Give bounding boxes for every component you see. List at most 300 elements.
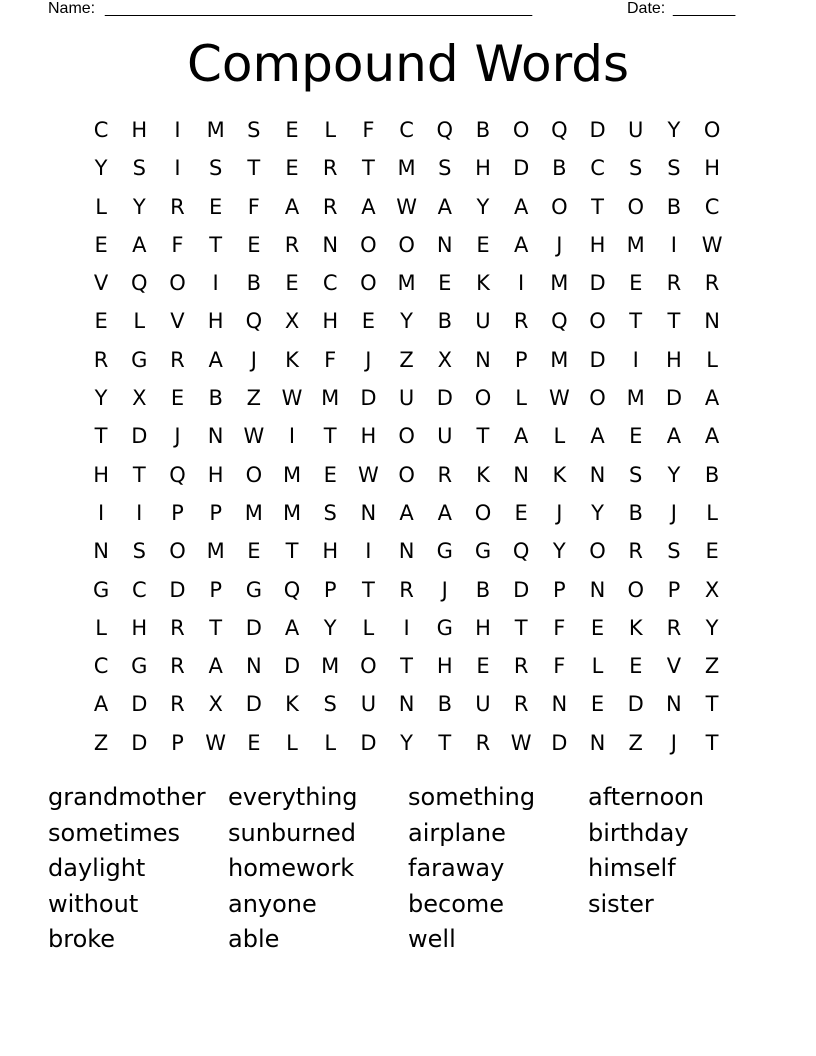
grid-letter[interactable]: I	[518, 271, 525, 296]
grid-letter[interactable]: M	[397, 156, 416, 181]
grid-letter[interactable]: W	[358, 462, 379, 487]
grid-letter[interactable]: A	[704, 424, 720, 449]
grid-letter[interactable]: T	[209, 615, 223, 640]
grid-letter[interactable]: R	[666, 271, 682, 296]
date-label: Date:	[627, 0, 666, 17]
grid-letter[interactable]: F	[553, 654, 566, 679]
grid-letter[interactable]: E	[209, 194, 223, 219]
grid-letter[interactable]: S	[629, 156, 643, 181]
grid-letter[interactable]: D	[436, 386, 453, 411]
grid-letter[interactable]: B	[552, 156, 567, 181]
grid-letter[interactable]: N	[398, 692, 415, 717]
grid-letter[interactable]: F	[324, 347, 337, 372]
grid-letter[interactable]: A	[284, 615, 300, 640]
grid-letter[interactable]: U	[628, 118, 644, 142]
grid-letter[interactable]: O	[398, 232, 415, 257]
grid-letter[interactable]: C	[704, 194, 720, 219]
grid-letter[interactable]: H	[589, 232, 606, 257]
grid-letter[interactable]: R	[170, 194, 185, 219]
grid-letter[interactable]: S	[208, 156, 223, 181]
grid-letter[interactable]: O	[703, 118, 721, 142]
grid-letter[interactable]: E	[476, 232, 490, 257]
grid-letter[interactable]: T	[94, 424, 108, 449]
grid-letter[interactable]: O	[551, 194, 568, 219]
grid-letter[interactable]: O	[398, 424, 415, 449]
grid-letter[interactable]: D	[131, 692, 148, 717]
grid-letter[interactable]: E	[590, 692, 605, 717]
grid-letter[interactable]: H	[475, 615, 491, 640]
grid-letter[interactable]: O	[589, 386, 606, 411]
grid-letter[interactable]: V	[170, 309, 185, 334]
grid-letter[interactable]: H	[666, 347, 682, 372]
grid-letter[interactable]: Q	[551, 309, 568, 334]
grid-letter[interactable]: K	[476, 462, 490, 487]
grid-letter[interactable]: D	[589, 118, 606, 142]
grid-letter[interactable]: A	[437, 500, 452, 525]
grid-letter[interactable]: P	[514, 347, 528, 372]
grid-letter[interactable]: L	[706, 500, 718, 525]
grid-letter[interactable]: D	[131, 424, 148, 449]
grid-letter[interactable]: T	[705, 730, 719, 755]
grid-letter[interactable]: Y	[94, 156, 108, 181]
grid-letter[interactable]: N	[360, 500, 377, 525]
grid-letter[interactable]: T	[247, 156, 261, 181]
grid-letter[interactable]: D	[245, 692, 262, 717]
grid-letter[interactable]: G	[131, 654, 148, 679]
grid-letter[interactable]: S	[629, 462, 643, 487]
grid-letter[interactable]: L	[591, 654, 604, 679]
grid-letter[interactable]: E	[285, 156, 299, 181]
grid-letter[interactable]: Z	[399, 347, 414, 372]
grid-letter[interactable]: E	[438, 271, 452, 296]
date-blank-line[interactable]: _______	[673, 0, 736, 17]
grid-letter[interactable]: M	[397, 271, 416, 296]
grid-letter[interactable]: I	[136, 500, 143, 525]
grid-letter[interactable]: W	[205, 730, 227, 755]
grid-letter[interactable]: E	[629, 424, 643, 449]
grid-letter[interactable]: Q	[551, 118, 568, 142]
grid-letter[interactable]: C	[399, 118, 414, 142]
grid-letter[interactable]: H	[207, 309, 224, 334]
grid-letter[interactable]: A	[513, 194, 529, 219]
grid-letter[interactable]: T	[629, 309, 643, 334]
grid-letter[interactable]: E	[247, 730, 261, 755]
grid-letter[interactable]: E	[323, 462, 337, 487]
grid-letter[interactable]: D	[589, 271, 606, 296]
grid-letter[interactable]: P	[667, 577, 681, 602]
grid-letter[interactable]: Y	[400, 730, 413, 755]
grid-letter[interactable]: L	[133, 309, 146, 334]
grid-letter[interactable]: D	[513, 577, 530, 602]
grid-letter[interactable]: R	[666, 615, 682, 640]
grid-letter[interactable]: A	[513, 232, 529, 257]
grid-letter[interactable]: T	[132, 462, 146, 487]
grid-letter[interactable]: R	[170, 615, 185, 640]
grid-letter[interactable]: E	[247, 232, 261, 257]
grid-letter[interactable]: A	[361, 194, 376, 219]
grid-letter[interactable]: P	[323, 577, 337, 602]
grid-letter[interactable]: B	[666, 194, 682, 219]
grid-letter[interactable]: F	[247, 194, 260, 219]
grid-letter[interactable]: B	[628, 500, 643, 525]
grid-letter[interactable]: E	[590, 615, 605, 640]
grid-letter[interactable]: T	[591, 194, 604, 219]
grid-letter[interactable]: Q	[169, 462, 186, 487]
grid-letter[interactable]: U	[475, 692, 491, 717]
grid-letter[interactable]: A	[399, 500, 414, 525]
grid-letter[interactable]: S	[132, 156, 146, 181]
grid-letter[interactable]: G	[436, 615, 453, 640]
grid-letter[interactable]: Y	[132, 194, 146, 219]
grid-letter[interactable]: N	[551, 692, 568, 717]
grid-letter[interactable]: R	[437, 462, 453, 487]
grid-letter[interactable]: Y	[667, 462, 681, 487]
grid-letter[interactable]: C	[93, 118, 109, 142]
grid-letter[interactable]: M	[206, 539, 225, 564]
grid-letter[interactable]: Y	[94, 386, 108, 411]
grid-letter[interactable]: O	[627, 194, 644, 219]
grid-letter[interactable]: A	[513, 424, 529, 449]
grid-letter[interactable]: B	[437, 309, 452, 334]
word-list-item: daylight	[48, 854, 146, 882]
grid-letter[interactable]: R	[628, 539, 644, 564]
grid-letter[interactable]: J	[556, 500, 563, 525]
grid-letter[interactable]: N	[207, 424, 224, 449]
grid-letter[interactable]: Q	[283, 577, 301, 602]
grid-letter[interactable]: N	[93, 539, 109, 564]
grid-letter[interactable]: E	[476, 654, 490, 679]
grid-letter[interactable]: O	[512, 118, 530, 142]
grid-letter[interactable]: H	[131, 615, 148, 640]
grid-letter[interactable]: O	[589, 309, 606, 334]
grid-letter[interactable]: E	[514, 500, 528, 525]
grid-letter[interactable]: H	[322, 539, 339, 564]
grid-letter[interactable]: J	[250, 347, 257, 372]
grid-letter[interactable]: R	[704, 271, 720, 296]
grid-letter[interactable]: F	[553, 615, 566, 640]
grid-letter[interactable]: T	[514, 615, 528, 640]
grid-letter[interactable]: R	[170, 654, 185, 679]
grid-letter[interactable]: E	[247, 539, 261, 564]
grid-letter[interactable]: C	[93, 654, 109, 679]
grid-letter[interactable]: L	[324, 118, 337, 142]
grid-letter[interactable]: B	[208, 386, 223, 411]
grid-letter[interactable]: I	[632, 347, 639, 372]
grid-letter[interactable]: W	[281, 386, 303, 411]
grid-letter[interactable]: Q	[436, 118, 454, 142]
grid-letter[interactable]: Y	[705, 615, 719, 640]
grid-letter[interactable]: O	[398, 462, 415, 487]
grid-letter[interactable]: M	[282, 462, 302, 487]
grid-letter[interactable]: R	[399, 577, 414, 602]
grid-letter[interactable]: E	[285, 271, 299, 296]
grid-letter[interactable]: U	[475, 309, 491, 334]
name-blank-line[interactable]: ________________________________________________	[105, 0, 533, 17]
grid-letter[interactable]: L	[324, 730, 337, 755]
grid-letter[interactable]: V	[93, 271, 109, 296]
grid-letter[interactable]: I	[403, 615, 410, 640]
grid-letter[interactable]: I	[288, 424, 296, 449]
word-list-item: airplane	[408, 818, 506, 847]
grid-letter[interactable]: H	[475, 156, 491, 181]
grid-letter[interactable]: Z	[93, 730, 109, 755]
grid-letter[interactable]: L	[706, 347, 718, 372]
grid-letter[interactable]: Z	[628, 730, 643, 755]
grid-letter[interactable]: Q	[512, 539, 530, 564]
grid-letter[interactable]: L	[286, 730, 298, 755]
grid-letter[interactable]: K	[476, 271, 490, 296]
grid-letter[interactable]: N	[589, 462, 606, 487]
grid-letter[interactable]: M	[626, 232, 645, 257]
grid-letter[interactable]: N	[436, 232, 453, 257]
grid-letter[interactable]: W	[548, 386, 570, 411]
grid-letter[interactable]: Y	[476, 194, 490, 219]
grid-letter[interactable]: G	[131, 347, 148, 372]
grid-letter[interactable]: Z	[246, 386, 262, 411]
grid-letter[interactable]: L	[515, 386, 527, 411]
grid-letter[interactable]: M	[321, 654, 340, 679]
grid-letter[interactable]: U	[437, 424, 453, 449]
grid-letter[interactable]: Y	[323, 615, 337, 640]
grid-letter[interactable]: R	[284, 232, 300, 257]
grid-letter[interactable]: O	[474, 386, 492, 411]
grid-letter[interactable]: O	[169, 271, 186, 296]
grid-letter[interactable]: O	[245, 462, 263, 487]
grid-letter[interactable]: G	[474, 539, 492, 564]
grid-letter[interactable]: D	[131, 730, 148, 755]
grid-letter[interactable]: A	[284, 194, 300, 219]
grid-letter[interactable]: R	[322, 194, 338, 219]
grid-letter[interactable]: L	[95, 615, 107, 640]
grid-letter[interactable]: R	[513, 654, 529, 679]
grid-letter[interactable]: J	[365, 347, 372, 372]
grid-letter[interactable]: O	[474, 500, 492, 525]
grid-letter[interactable]: M	[550, 271, 569, 296]
grid-letter[interactable]: S	[132, 539, 146, 564]
grid-letter[interactable]: L	[95, 194, 107, 219]
grid-letter[interactable]: C	[322, 271, 338, 296]
grid-letter[interactable]: E	[705, 539, 719, 564]
grid-letter[interactable]: O	[169, 539, 186, 564]
grid-letter[interactable]: N	[398, 539, 415, 564]
grid-letter[interactable]: T	[209, 232, 223, 257]
grid-letter[interactable]: A	[208, 654, 223, 679]
grid-letter[interactable]: T	[476, 424, 490, 449]
grid-letter[interactable]: L	[362, 615, 375, 640]
grid-letter[interactable]: W	[510, 730, 532, 755]
grid-letter[interactable]: N	[589, 577, 606, 602]
grid-letter[interactable]: S	[438, 156, 452, 181]
word-list-item: sunburned	[228, 818, 357, 847]
grid-letter[interactable]: R	[513, 309, 529, 334]
grid-letter[interactable]: J	[556, 232, 563, 257]
grid-letter[interactable]: U	[360, 692, 377, 717]
grid-letter[interactable]: S	[323, 692, 337, 717]
grid-letter[interactable]: O	[360, 271, 377, 296]
grid-letter[interactable]: D	[589, 347, 606, 372]
grid-letter[interactable]: F	[171, 232, 184, 257]
grid-letter[interactable]: X	[132, 386, 147, 411]
grid-letter[interactable]: X	[437, 347, 452, 372]
grid-letter[interactable]: P	[209, 500, 222, 525]
grid-letter[interactable]: K	[285, 347, 299, 372]
grid-letter[interactable]: S	[667, 539, 681, 564]
grid-letter[interactable]: O	[627, 577, 644, 602]
grid-letter[interactable]: M	[550, 347, 569, 372]
word-list-item: grandmother	[48, 783, 206, 811]
grid-letter[interactable]: H	[704, 156, 720, 181]
grid-letter[interactable]: E	[629, 271, 643, 296]
header	[48, 0, 748, 20]
grid-letter[interactable]: T	[361, 577, 375, 602]
grid-letter[interactable]: I	[97, 500, 105, 525]
grid-letter[interactable]: T	[667, 309, 681, 334]
grid-letter[interactable]: C	[131, 577, 147, 602]
grid-letter[interactable]: J	[441, 577, 448, 602]
grid-letter[interactable]: I	[174, 118, 181, 142]
grid-letter[interactable]: D	[665, 386, 682, 411]
grid-letter[interactable]: N	[513, 462, 530, 487]
grid-letter[interactable]: B	[246, 271, 262, 296]
grid-letter[interactable]: Q	[245, 309, 263, 334]
grid-letter[interactable]: R	[170, 347, 185, 372]
grid-letter[interactable]: N	[322, 232, 339, 257]
grid-letter[interactable]: M	[321, 386, 340, 411]
grid-letter[interactable]: M	[206, 118, 225, 142]
grid-letter[interactable]: E	[285, 118, 299, 142]
grid-letter[interactable]: N	[666, 692, 682, 717]
grid-letter[interactable]: D	[360, 386, 377, 411]
grid-letter[interactable]: D	[360, 730, 377, 755]
grid-letter[interactable]: X	[284, 309, 300, 334]
grid-letter[interactable]: D	[169, 577, 186, 602]
grid-letter[interactable]: A	[590, 424, 605, 449]
grid-letter[interactable]: D	[283, 654, 301, 679]
grid-letter[interactable]: D	[513, 156, 530, 181]
grid-letter[interactable]: O	[589, 539, 606, 564]
word-list-item: homework	[228, 854, 355, 882]
grid-letter[interactable]: W	[243, 424, 265, 449]
grid-letter[interactable]: T	[361, 156, 375, 181]
grid-letter[interactable]: I	[670, 232, 677, 257]
grid-letter[interactable]: S	[247, 118, 261, 142]
grid-letter[interactable]: E	[94, 232, 108, 257]
grid-letter[interactable]: Y	[400, 309, 413, 334]
grid-letter[interactable]: R	[170, 692, 185, 717]
grid-letter[interactable]: N	[245, 654, 262, 679]
grid-letter[interactable]: K	[628, 615, 643, 640]
grid-letter[interactable]: P	[209, 577, 222, 602]
grid-letter[interactable]: K	[552, 462, 567, 487]
grid-letter[interactable]: O	[360, 654, 377, 679]
grid-letter[interactable]: J	[174, 424, 181, 449]
grid-letter[interactable]: W	[701, 232, 723, 257]
grid-letter[interactable]: J	[670, 500, 677, 525]
grid-letter[interactable]: T	[438, 730, 452, 755]
grid-letter[interactable]: B	[704, 462, 720, 487]
grid-letter[interactable]: H	[131, 118, 148, 142]
grid-letter[interactable]: B	[437, 692, 452, 717]
grid-letter[interactable]: W	[396, 194, 417, 219]
grid-letter[interactable]: T	[285, 539, 299, 564]
grid-letter[interactable]: B	[475, 577, 491, 602]
grid-letter[interactable]: R	[513, 692, 529, 717]
grid-letter[interactable]: V	[666, 654, 682, 679]
grid-letter[interactable]: A	[666, 424, 682, 449]
grid-letter[interactable]: S	[667, 156, 681, 181]
grid-letter[interactable]: R	[93, 347, 109, 372]
grid-letter[interactable]: T	[400, 654, 413, 679]
grid-letter[interactable]: Z	[704, 654, 720, 679]
grid-letter[interactable]: P	[171, 500, 184, 525]
grid-letter[interactable]: S	[323, 500, 337, 525]
grid-letter[interactable]: T	[705, 692, 719, 717]
grid-letter[interactable]: M	[626, 386, 645, 411]
grid-letter[interactable]: X	[208, 692, 223, 717]
grid-letter[interactable]: P	[553, 577, 566, 602]
grid-letter[interactable]: H	[93, 462, 109, 487]
grid-letter[interactable]: J	[670, 730, 677, 755]
grid-letter[interactable]: Q	[131, 271, 148, 296]
grid-letter[interactable]: Y	[552, 539, 566, 564]
grid-letter[interactable]: B	[475, 118, 491, 142]
grid-letter[interactable]: P	[171, 730, 184, 755]
grid-letter[interactable]: A	[208, 347, 223, 372]
grid-letter[interactable]: N	[704, 309, 720, 334]
grid-letter[interactable]: N	[589, 730, 606, 755]
grid-letter[interactable]: U	[398, 386, 415, 411]
grid-letter[interactable]: M	[282, 500, 302, 525]
grid-letter[interactable]: N	[475, 347, 491, 372]
word-list-item: something	[408, 783, 536, 811]
grid-letter[interactable]: Y	[591, 500, 604, 525]
grid-letter[interactable]: Y	[667, 118, 681, 142]
grid-letter[interactable]: R	[475, 730, 491, 755]
grid-letter[interactable]: A	[704, 386, 720, 411]
grid-letter[interactable]: R	[322, 156, 338, 181]
grid-letter[interactable]: L	[553, 424, 566, 449]
grid-letter[interactable]: O	[360, 232, 377, 257]
grid-letter[interactable]: A	[132, 232, 147, 257]
grid-letter[interactable]: I	[212, 271, 219, 296]
grid-letter[interactable]: H	[436, 654, 453, 679]
grid-letter[interactable]: E	[629, 654, 643, 679]
grid-letter[interactable]: H	[322, 309, 339, 334]
grid-letter[interactable]: F	[362, 118, 375, 142]
grid-letter[interactable]: A	[93, 692, 109, 717]
grid-letter[interactable]: H	[207, 462, 224, 487]
grid-letter[interactable]: E	[94, 309, 108, 334]
grid-letter[interactable]: I	[174, 156, 181, 181]
grid-letter[interactable]: H	[360, 424, 377, 449]
grid-letter[interactable]: G	[436, 539, 453, 564]
grid-letter[interactable]: M	[244, 500, 263, 525]
grid-letter[interactable]: G	[245, 577, 262, 602]
grid-letter[interactable]: D	[551, 730, 568, 755]
grid-letter[interactable]: I	[365, 539, 372, 564]
grid-letter[interactable]: K	[285, 692, 299, 717]
grid-letter[interactable]: D	[245, 615, 262, 640]
grid-letter[interactable]: X	[704, 577, 720, 602]
grid-letter[interactable]: E	[361, 309, 376, 334]
grid-letter[interactable]: T	[323, 424, 337, 449]
grid-letter[interactable]: C	[590, 156, 605, 181]
grid-letter[interactable]: D	[627, 692, 644, 717]
grid-letter[interactable]: G	[92, 577, 110, 602]
grid-letter[interactable]: E	[170, 386, 185, 411]
grid-letter[interactable]: A	[437, 194, 452, 219]
word-list-item: able	[228, 925, 280, 953]
